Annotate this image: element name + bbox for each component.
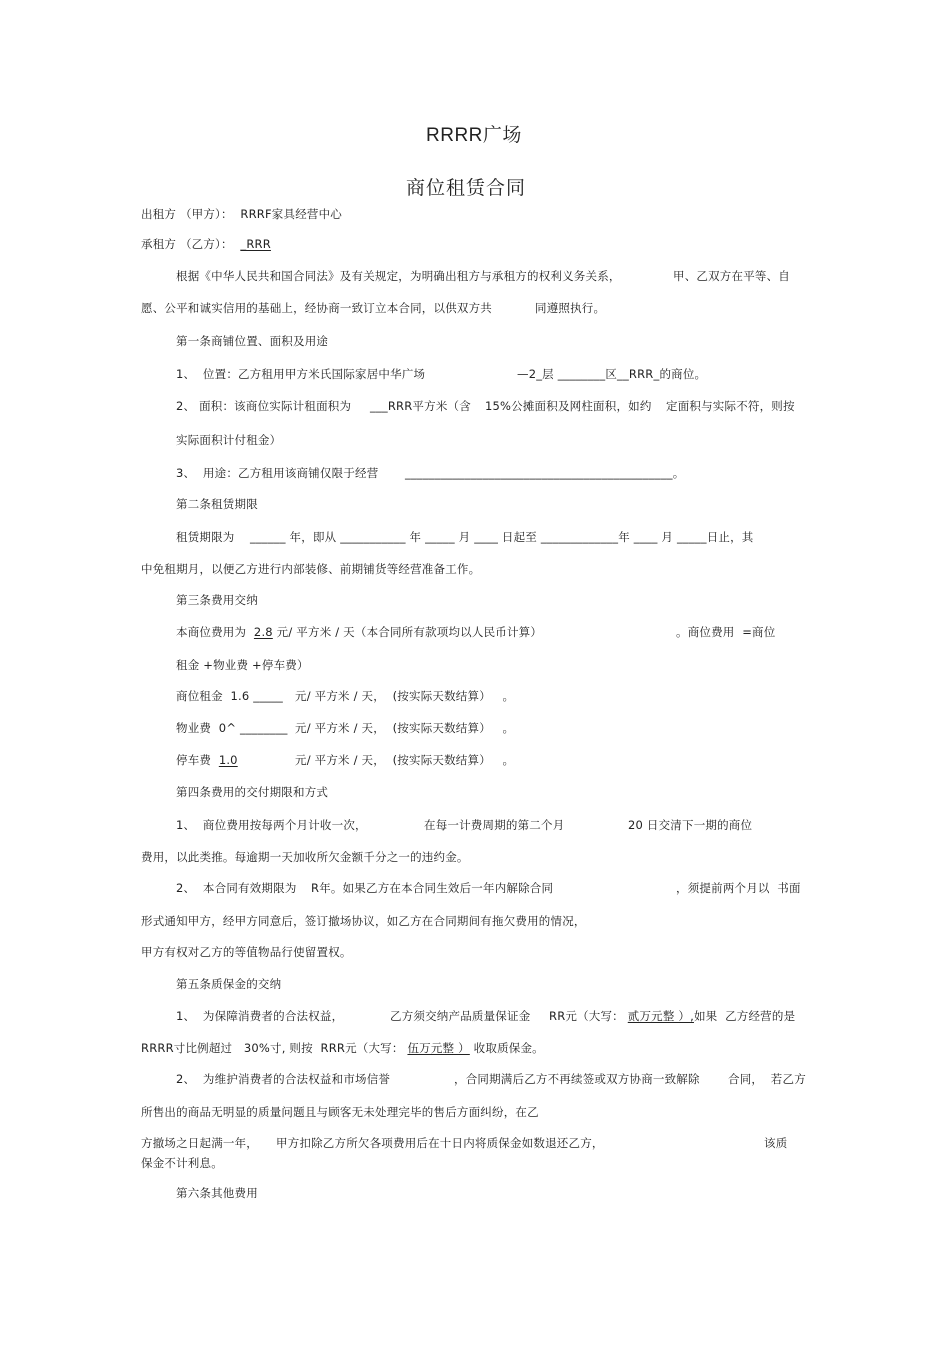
lessee-line: [141, 236, 271, 252]
article-2-heading: 第二条租赁期限: [176, 497, 258, 511]
article-3-line-2: 租金 +物业费 +停车费）: [176, 658, 309, 672]
higher-deposit-words: 伍万元整 ）: [407, 1041, 470, 1055]
article-5-item-2d: 所售出的商品无明显的质量问题且与顾客无未处理完毕的售后方面纠纷，在乙: [141, 1105, 539, 1119]
article-6-heading: 第六条其他费用: [176, 1186, 258, 1200]
article-1-item-2c: 15%公摊面积及网柱面积，如约: [485, 399, 652, 413]
article-4-item-1a: 1、 商位费用按每两个月计收一次，: [176, 818, 367, 832]
article-4-item-2c: ，须提前两个月以 书面: [676, 881, 801, 895]
article-1-item-2b: ___RRR平方米（含: [370, 399, 471, 413]
rent-line-a: 商位租金 1.6 _____: [176, 689, 284, 703]
document-subtitle: 商位租赁合同: [406, 177, 527, 199]
article-5-item-1f: RRRR寸比例超过 30%寸, 则按 RRR元（大写：: [141, 1041, 404, 1055]
lessee-value: _RRR: [240, 237, 271, 251]
lessor-line: 出租方 （甲方）： RRRF家具经营中心: [141, 207, 343, 221]
document-title: RRRR广场: [426, 125, 522, 146]
article-2-line-1a: 租赁期限为: [176, 530, 235, 544]
article-5-item-2a: 2、 为维护消费者的合法权益和市场信誉: [176, 1072, 391, 1086]
article-1-item-1d: 的商位。: [659, 367, 707, 381]
deposit-amount-line: [549, 1008, 795, 1024]
article-5-item-1a: 1、 为保障消费者的合法权益，: [176, 1009, 344, 1023]
article-5-heading: 第五条质保金的交纳: [176, 977, 282, 991]
parking-fee-label: 停车费: [176, 753, 219, 767]
article-3-line-1: [176, 624, 542, 640]
intro-line-2b: 同遵照执行。: [535, 301, 606, 315]
article-4-item-1c: 20 日交清下一期的商位: [628, 818, 753, 832]
business-scope-field: _____________________________________________。: [405, 466, 685, 480]
deposit-amount: RR元（大写：: [549, 1009, 624, 1023]
article-4-heading: 第四条费用的交付期限和方式: [176, 785, 329, 799]
intro-line-2a: 愿、公平和诚实信用的基础上，经协商一致订立本合同，以供双方共: [141, 301, 492, 315]
article-1-item-2e: 实际面积计付租金）: [176, 433, 282, 447]
deposit-amount-words: 贰万元整 ）,: [627, 1009, 694, 1023]
article-3-line-1a: 本商位费用为: [176, 625, 247, 639]
article-4-item-2b: R年。如果乙方在本合同生效后一年内解除合同: [311, 881, 554, 895]
article-5-item-2g: 该质: [764, 1136, 788, 1150]
article-2-line-2: 中免租期月，以便乙方进行内部装修、前期铺货等经营准备工作。: [141, 562, 481, 576]
parking-fee-line-a: [176, 752, 238, 768]
article-4-item-1b: 在每一计费周期的第二个月: [424, 818, 565, 832]
article-4-item-2e: 甲方有权对乙方的等值物品行使留置权。: [141, 945, 352, 959]
article-3-line-1c: 元/ 平方米 / 天（本合同所有款项均以人民币计算）: [276, 625, 543, 639]
article-3-line-1d: 。商位费用 =商位: [676, 625, 776, 639]
rent-line-b: 元/ 平方米 / 天， (按实际天数结算） 。: [295, 689, 515, 703]
article-1-item-1a: 1、 位置：乙方租用甲方米氏国际家居中华广场: [176, 367, 426, 381]
article-4-item-1d: 费用，以此类推。每逾期一天加收所欠金额千分之一的违约金。: [141, 850, 469, 864]
lease-term-fields: ______ 年，即从 ___________ 年 _____ 月 ____ 日起至 _____________年 ____ 月 _____日止，其: [250, 530, 754, 544]
intro-line-1b: 甲、乙双方在平等、自: [673, 269, 790, 283]
parking-fee-line-b: 元/ 平方米 / 天， (按实际天数结算） 。: [295, 753, 515, 767]
article-5-item-1b: 乙方须交纳产品质量保证金: [390, 1009, 531, 1023]
zone-field: __RRR_: [617, 367, 660, 381]
intro-line-1a: 根据《中华人民共和国合同法》及有关规定，为明确出租方与承租方的权利义务关系，: [176, 269, 621, 283]
article-1-item-2d: 定面积与实际不符，则按: [666, 399, 795, 413]
article-1-item-2a: 2、 面积：该商位实际计租面积为: [176, 399, 352, 413]
article-5-item-1e: 如果 乙方经营的是: [693, 1009, 796, 1023]
article-4-item-2d: 形式通知甲方，经甲方同意后，签订撤场协议，如乙方在合同期间有拖欠费用的情况，: [141, 914, 586, 928]
article-1-item-3a: 3、 用途：乙方租用该商铺仅限于经营: [176, 466, 379, 480]
lessee-label: 承租方 （乙方）：: [141, 237, 241, 251]
article-5-item-2e: 方撤场之日起满一年，: [141, 1136, 258, 1150]
article-5-item-2b: ，合同期满后乙方不再续签或双方协商一致解除: [454, 1072, 700, 1086]
article-5-item-1h: 收取质保金。: [473, 1041, 544, 1055]
article-5-item-1-line-2: [141, 1040, 544, 1056]
article-5-item-2f: 甲方扣除乙方所欠各项费用后在十日内将质保金如数退还乙方，: [276, 1136, 604, 1150]
management-fee-line-a: 物业费 0^ ________: [176, 721, 288, 735]
article-3-heading: 第三条费用交纳: [176, 593, 258, 607]
article-5-item-2c: 合同， 若乙方: [728, 1072, 806, 1086]
parking-fee-value: 1.0: [218, 753, 238, 767]
floor-field: —2_层 ________区: [517, 367, 618, 381]
article-1-heading: 第一条商铺位置、面积及用途: [176, 334, 329, 348]
stall-fee-value: 2.8: [253, 625, 273, 639]
article-5-item-2h: 保金不计利息。: [141, 1156, 223, 1170]
management-fee-line-b: 元/ 平方米 / 天， (按实际天数结算） 。: [295, 721, 515, 735]
article-4-item-2a: 2、 本合同有效期限为: [176, 881, 297, 895]
article-1-item-1: [517, 366, 706, 382]
